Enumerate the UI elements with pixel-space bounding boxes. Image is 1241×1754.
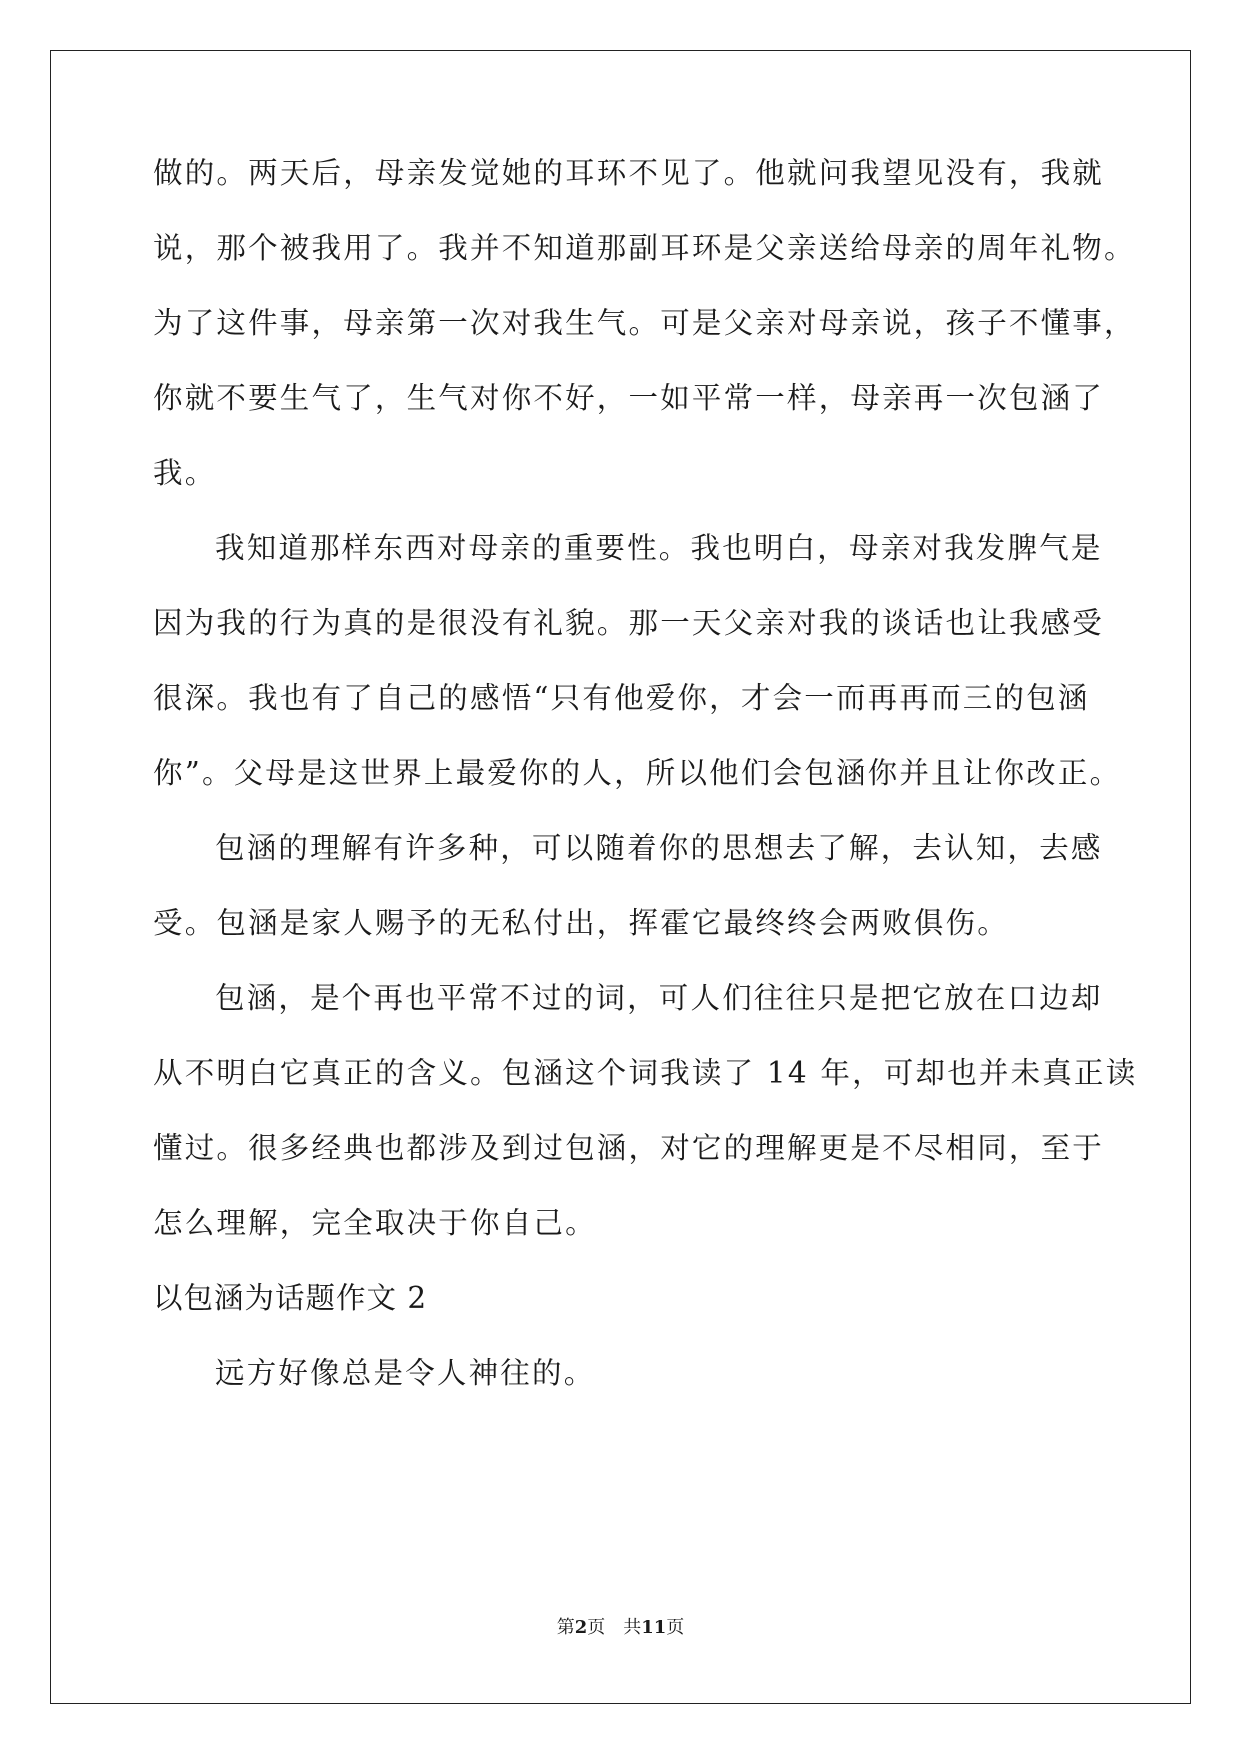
page-number: 2: [574, 1617, 588, 1638]
page-label-suffix: 页: [587, 1617, 606, 1638]
paragraph-start-line: 包涵，是个再也平常不过的词，可人们往往只是把它放在口边却: [215, 981, 1103, 1015]
body-line: 怎么理解，完全取决于你自己。: [153, 1206, 597, 1240]
body-line: 你就不要生气了，生气对你不好，一如平常一样，母亲再一次包涵了: [153, 381, 1105, 415]
body-line: 做的。两天后，母亲发觉她的耳环不见了。他就问我望见没有，我就: [153, 156, 1105, 190]
page-footer: [0, 1617, 1241, 1639]
total-label-suffix: 页: [666, 1617, 685, 1638]
body-line: 为了这件事，母亲第一次对我生气。可是父亲对母亲说，孩子不懂事，: [153, 306, 1136, 340]
page-border: [50, 50, 1191, 1704]
section-heading: 以包涵为话题作文 2: [153, 1281, 428, 1315]
total-label-prefix: 共: [623, 1617, 642, 1638]
body-line: 很深。我也有了自己的感悟“只有他爱你，才会一而再再而三的包涵: [153, 681, 1090, 715]
body-line: 说，那个被我用了。我并不知道那副耳环是父亲送给母亲的周年礼物。: [153, 231, 1136, 265]
body-line: 我。: [153, 456, 217, 490]
paragraph-start-line: 包涵的理解有许多种，可以随着你的思想去了解，去认知，去感: [215, 831, 1103, 865]
body-line: 受。包涵是家人赐予的无私付出，挥霍它最终终会两败俱伤。: [153, 906, 1009, 940]
body-line: 懂过。很多经典也都涉及到过包涵，对它的理解更是不尽相同，至于: [153, 1131, 1105, 1165]
paragraph-start-line: 我知道那样东西对母亲的重要性。我也明白，母亲对我发脾气是: [215, 531, 1103, 565]
paragraph-start-line: 远方好像总是令人神往的。: [215, 1356, 596, 1390]
body-line: 你”。父母是这世界上最爱你的人，所以他们会包涵你并且让你改正。: [153, 756, 1122, 790]
body-line: 因为我的行为真的是很没有礼貌。那一天父亲对我的谈话也让我感受: [153, 606, 1105, 640]
page-label-prefix: 第: [556, 1617, 575, 1638]
total-pages: 11: [641, 1617, 667, 1638]
body-line: 从不明白它真正的含义。包涵这个词我读了 14 年，可却也并未真正读: [153, 1056, 1138, 1090]
